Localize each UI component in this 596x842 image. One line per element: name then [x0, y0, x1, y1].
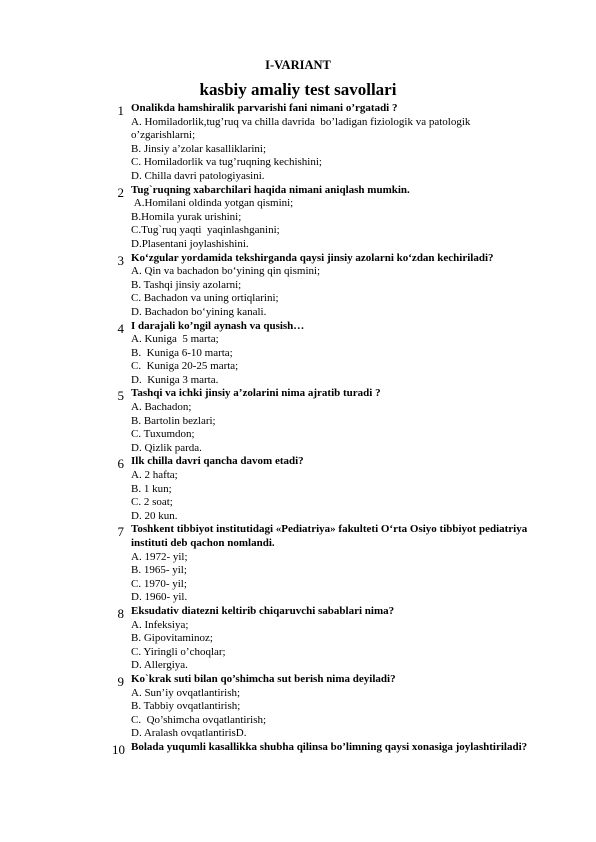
answer-option: A. Infeksiya; — [131, 618, 189, 631]
answer-option: C. Qo’shimcha ovqatlantirish; — [131, 713, 267, 726]
answer-option: A. Sun’iy ovqatlantirish; — [131, 686, 241, 699]
answer-option: B. 1965- yil; — [131, 564, 187, 577]
question-text: Bolada yuqumli kasallikka shubha qilinsa bo’limning qaysi xonasiga joylashtiriladi? — [131, 740, 528, 753]
question-item — [0, 673, 531, 741]
question-list — [0, 102, 596, 755]
question-item — [0, 102, 531, 184]
answer-option: C.Tug`ruq yaqti yaqinlashganini; — [131, 224, 280, 237]
answer-option: B. Kuniga 6-10 marta; — [131, 346, 233, 359]
answer-option: B. Jinsiy a’zolar kasalliklarini; — [131, 142, 267, 155]
question-item — [0, 387, 531, 455]
question-number: 10 — [112, 741, 125, 757]
question-item — [0, 184, 531, 252]
question-number: 1 — [117, 103, 124, 118]
answer-option: A. Bachadon; — [131, 401, 192, 414]
question-text: Ko`krak suti bilan qo’shimcha sut berish nima deyiladi? — [131, 672, 396, 685]
answer-option: D. Qizlik parda. — [131, 441, 202, 454]
question-text: Tashqi va ichki jinsiy a’zolarini nima ajratib turadi ? — [131, 387, 381, 400]
question-text: Toshkent tibbiyot institutidagi «Pediatriya» fakulteti O‘rta Osiyo tibbiyot pediatriya instituti deb qachon nomlandi. — [131, 523, 528, 549]
answer-option: B. 1 kun; — [131, 482, 172, 495]
answer-option: C. 1970- yil; — [131, 577, 187, 590]
answer-option: A.Homilani oldinda yotgan qismini; — [131, 197, 294, 210]
answer-option: B. Bartolin bezlari; — [131, 414, 216, 427]
test-subtitle: kasbiy amaliy test savollari — [199, 80, 397, 99]
question-text: Onalikda hamshiralik parvarishi fani nimani o’rgatadi ? — [131, 102, 398, 114]
question-number: 6 — [117, 456, 124, 472]
answer-option: D. Chilla davri patologiyasini. — [131, 169, 265, 182]
answer-option: C. Homiladorlik va tug’ruqning kechishini; — [131, 156, 322, 169]
variant-title: I-VARIANT — [265, 58, 331, 72]
answer-option: A. Qin va bachadon bo‘yining qin qismini; — [131, 265, 321, 278]
question-number: 7 — [117, 524, 124, 540]
answer-option: D.Plasentani joylashishini. — [131, 237, 249, 250]
answer-option: D. 1960- yil. — [131, 591, 188, 604]
answer-option: B. Gipovitaminoz; — [131, 632, 213, 645]
answer-option: C. Bachadon va uning ortiqlarini; — [131, 292, 279, 305]
question-item — [0, 523, 531, 605]
answer-option: D. 20 kun. — [131, 509, 178, 522]
answer-option: C. Yiringli o’choqlar; — [131, 645, 226, 658]
question-item — [0, 741, 531, 755]
answer-option: B. Tashqi jinsiy azolarni; — [131, 278, 242, 291]
answer-option: D. Kuniga 3 marta. — [131, 373, 219, 386]
question-item — [0, 455, 531, 523]
question-text: Ilk chilla davri qancha davom etadi? — [131, 455, 304, 468]
question-number: 9 — [117, 673, 124, 689]
answer-option: C. 2 soat; — [131, 496, 173, 509]
question-text: I darajali ko’ngil aynash va qusish… — [131, 319, 305, 332]
answer-option: A. Kuniga 5 marta; — [131, 333, 219, 346]
answer-option: A. 2 hafta; — [131, 469, 178, 482]
answer-option: D. Allergiya. — [131, 659, 188, 672]
question-number: 2 — [117, 184, 124, 200]
question-number: 3 — [117, 252, 124, 268]
question-item — [0, 320, 531, 388]
answer-option: C. Tuxumdon; — [131, 428, 195, 441]
answer-option: A. 1972- yil; — [131, 550, 188, 563]
answer-option: D. Aralash ovqatlantirisD. — [131, 727, 247, 740]
question-item — [0, 605, 531, 673]
answer-option: B.Homila yurak urishini; — [131, 210, 242, 223]
question-text: Tug`ruqning xabarchilari haqida nimani aniqlash mumkin. — [131, 183, 410, 196]
question-text: Eksudativ diatezni keltirib chiqaruvchi sabablari nima? — [131, 604, 395, 617]
answer-option: A. Homiladorlik,tug’ruq va chilla davrida bo’ladigan fiziologik va patologik o’zgarishlarni; — [131, 115, 474, 142]
question-item — [0, 252, 531, 320]
question-text: Ko‘zgular yordamida tekshirganda qaysi jinsiy azolarni ko‘zdan kechiriladi? — [131, 251, 494, 264]
question-number: 4 — [117, 320, 124, 336]
answer-option: B. Tabbiy ovqatlantirish; — [131, 700, 241, 713]
answer-option: C. Kuniga 20-25 marta; — [131, 360, 239, 373]
question-number: 5 — [117, 388, 124, 404]
question-number: 8 — [117, 605, 124, 621]
answer-option: D. Bachadon bo‘yining kanali. — [131, 305, 267, 318]
